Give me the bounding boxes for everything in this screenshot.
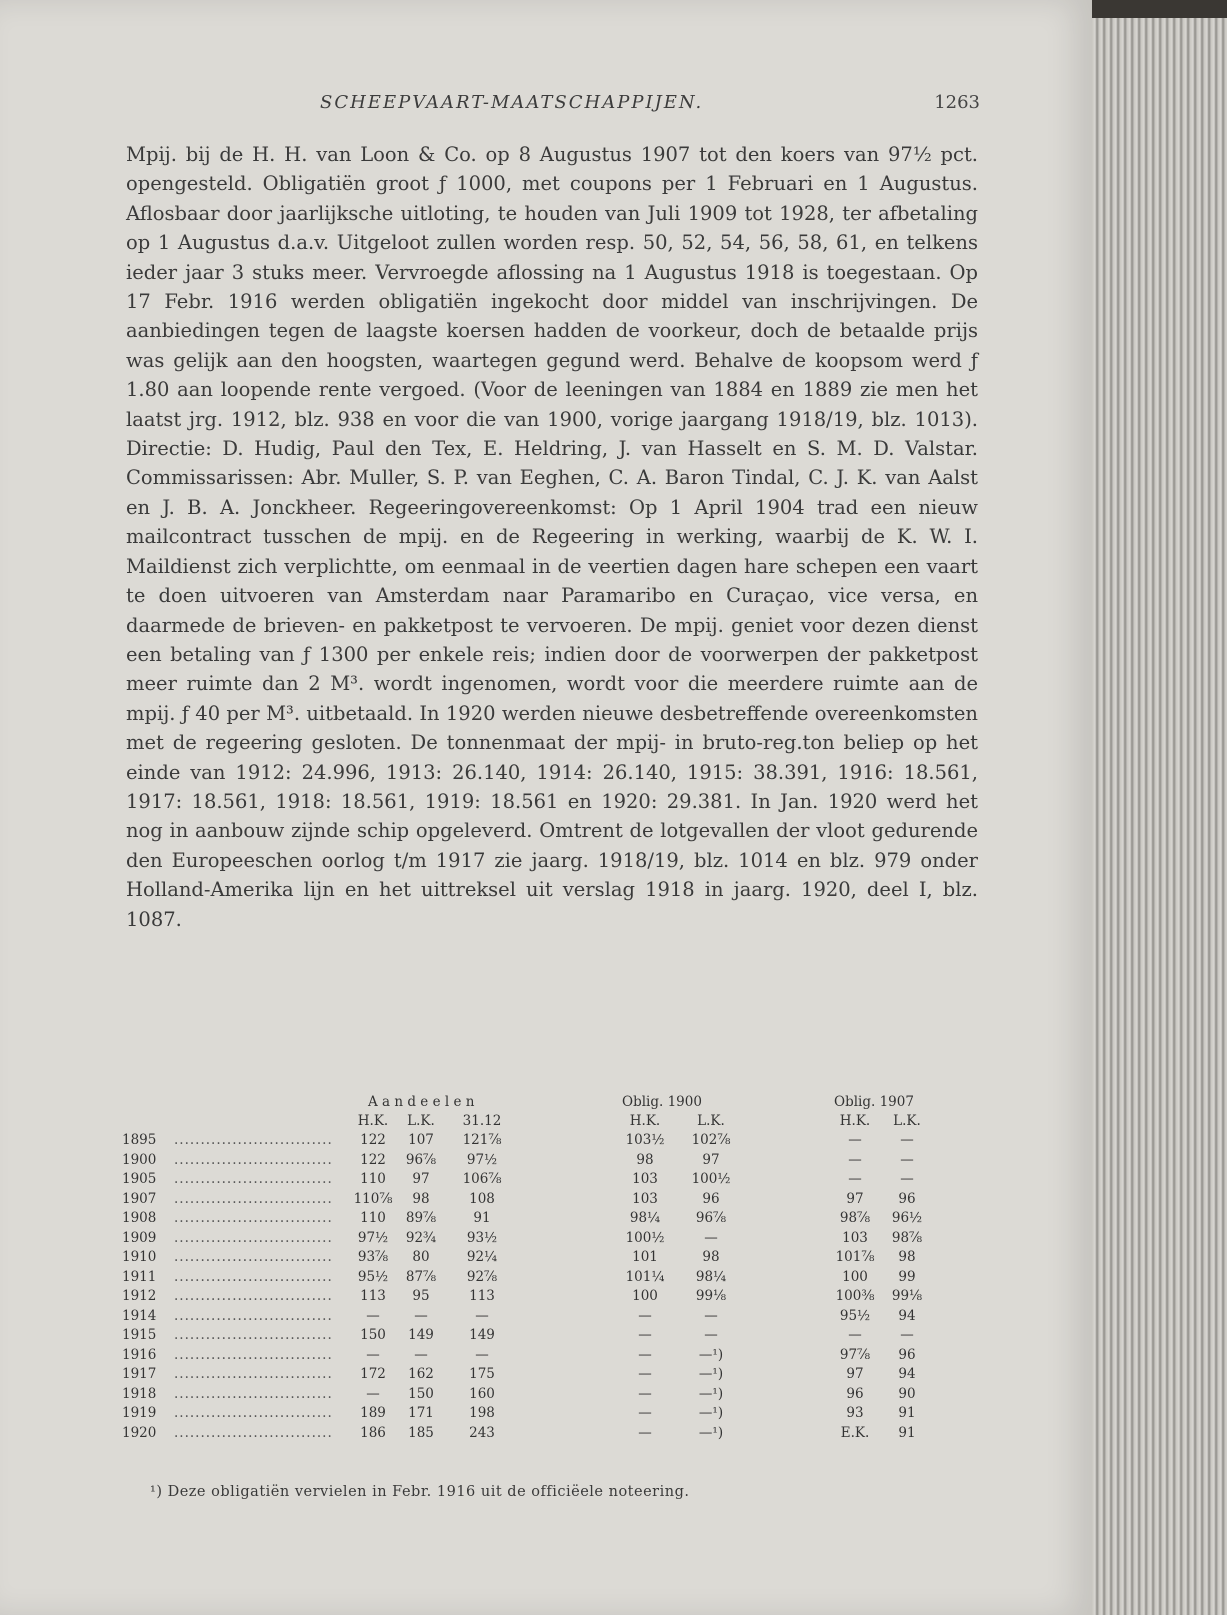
cell-a-3112: — [475,1346,489,1363]
cell-a-hk: 122 [360,1151,386,1168]
leader-dots: .............................. [174,1171,333,1187]
cell-o2-hk: 95½ [839,1307,871,1324]
cell-o1-hk: 101¼ [625,1268,665,1285]
table-row [122,1171,970,1191]
subheader-a-hk: H.K. [357,1113,389,1129]
cell-a-3112: 198 [469,1405,495,1421]
cell-o1-hk: 103½ [625,1132,665,1148]
cell-a-lk: 87⅞ [405,1268,437,1285]
cell-o2-lk: — [900,1151,914,1168]
leader-dots: .............................. [174,1132,333,1148]
cell-o2-lk: 99⅛ [891,1288,923,1304]
cell-o2-hk: 103 [842,1229,868,1246]
cell-a-3112: 243 [469,1424,495,1441]
cell-a-3112: 113 [469,1288,495,1304]
table-row [122,1327,970,1347]
cell-o1-lk: 102⅞ [691,1132,731,1148]
cell-a-lk: 80 [412,1249,430,1265]
leader-dots: .............................. [174,1327,333,1343]
cell-year: 1905 [122,1171,157,1187]
cell-a-lk: 89⅞ [405,1210,437,1226]
cell-a-lk: — [414,1346,428,1363]
table-row [122,1307,970,1328]
subheader-o2-lk: L.K. [893,1113,921,1129]
cell-o1-lk: 96⅞ [695,1210,727,1226]
cell-o2-hk: 97 [846,1366,864,1382]
cell-o2-hk: 100 [842,1268,868,1285]
cell-a-lk: — [414,1307,428,1324]
table-body [122,1132,970,1444]
cell-o2-lk: 94 [898,1366,916,1382]
cell-a-lk: 149 [408,1327,434,1343]
table-sub-headers [130,1113,970,1132]
subheader-o1-lk: L.K. [697,1113,725,1129]
cell-o1-lk: —¹) [698,1385,724,1402]
cell-year: 1914 [122,1307,157,1324]
leader-dots: .............................. [174,1229,333,1246]
leader-dots: .............................. [174,1288,333,1304]
cell-o2-lk: 94 [898,1307,916,1324]
cell-a-lk: 97 [412,1171,430,1187]
leader-dots: .............................. [174,1190,333,1207]
cell-a-lk: 98 [412,1190,430,1207]
cell-o1-lk: —¹) [698,1424,724,1441]
leader-dots: .............................. [174,1366,333,1382]
cell-o2-hk: 96 [846,1385,864,1402]
cell-a-hk: 122 [360,1132,386,1148]
cell-a-3112: 91 [473,1210,491,1226]
table-row [122,1405,970,1425]
cell-a-lk: 95 [412,1288,430,1304]
cell-year: 1908 [122,1210,157,1226]
leader-dots: .............................. [174,1307,333,1324]
cell-o1-lk: —¹) [698,1346,724,1363]
cell-o2-hk: 101⅞ [835,1249,875,1265]
table-row [122,1190,970,1211]
cell-a-3112: — [475,1307,489,1324]
table-row [122,1366,970,1386]
cell-o2-hk: — [848,1132,862,1148]
table-row [122,1346,970,1367]
cell-o2-lk: 91 [898,1424,916,1441]
cell-year: 1895 [122,1132,157,1148]
cell-o1-lk: — [704,1229,718,1246]
cell-o2-hk: 98⅞ [839,1210,871,1226]
leader-dots: .............................. [174,1268,333,1285]
header-aandeelen: A a n d e e l e n [368,1094,475,1110]
cell-year: 1900 [122,1151,157,1168]
cell-o1-hk: 100½ [625,1229,665,1246]
page-number: 1263 [934,92,980,113]
cell-o2-hk: E.K. [840,1424,870,1441]
table-group-headers [130,1094,970,1113]
leader-dots: .............................. [174,1405,333,1421]
cell-a-lk: 150 [408,1385,434,1402]
cell-year: 1911 [122,1268,157,1285]
table-row [122,1210,970,1230]
cell-o1-hk: — [638,1405,652,1421]
cell-o1-lk: —¹) [698,1405,724,1421]
cell-a-3112: 121⅞ [462,1132,502,1148]
cell-o1-hk: 103 [632,1171,658,1187]
header-oblig-1907: Oblig. 1907 [834,1094,914,1110]
cell-a-hk: 110⅞ [353,1190,393,1207]
subheader-o1-hk: H.K. [629,1113,661,1129]
cell-o1-lk: 100½ [691,1171,731,1187]
subheader-a-3112: 31.12 [462,1113,502,1129]
cell-a-hk: 93⅞ [357,1249,389,1265]
cell-o2-lk: — [900,1132,914,1148]
price-table [122,1094,970,1444]
leader-dots: .............................. [174,1385,333,1402]
cell-o2-hk: — [848,1171,862,1187]
cell-a-hk: 189 [360,1405,386,1421]
cell-a-hk: 172 [360,1366,386,1382]
cell-a-lk: 171 [408,1405,434,1421]
cell-o2-lk: 91 [898,1405,916,1421]
main-paragraph: Mpij. bij de H. H. van Loon & Co. op 8 Augustus 1907 tot den koers van 97½ pct. opengesteld. Obligatiën groot ƒ 1000, met coupons per 1 Februari en 1 Augustus. Aflosbaar door jaarlijksche uitloting, te houden van Juli 1909 tot 1928, ter afbetaling op 1 Augustus d.a.v. Uitgeloot zullen worden resp. 50, 52, 54, 56, 58, 61, en telkens ieder jaar 3 stuks meer. Vervroegde aflossing na 1 Augustus 1918 is toegestaan. Op 17 Febr. 1916 werden obligatiën ingekocht door middel van inschrijvingen. De aanbiedingen tegen de laagste koersen hadden de voorkeur, doch de betaalde prijs was gelijk aan den hoogsten, waartegen gegund werd. Behalve de koopsom werd ƒ 1.80 aan loopende rente vergoed. (Voor de leeningen van 1884 en 1889 zie men het laatst jrg. 1912, blz. 938 en voor die van 1900, vorige jaargang 1918/19, blz. 1013). Directie: D. Hudig, Paul den Tex, E. Heldring, J. van Hasselt en S. M. D. Valstar. Commissarissen: Abr. Muller, S. P. van Eeghen, C. A. Baron Tindal, C. J. K. van Aalst en J. B. A. Jonckheer. Regeeringovereenkomst: Op 1 April 1904 trad een nieuw mailcontract tusschen de mpij. en de Regeering in werking, waarbij de K. W. I. Maildienst zich verplichtte, om eenmaal in de veertien dagen hare schepen een vaart te doen uitvoeren van Amsterdam naar Paramaribo en Curaçao, vice versa, en daarmede de brieven- en pakketpost te vervoeren. De mpij. geniet voor dezen dienst een betaling van ƒ 1300 per enkele reis; indien door de voorwerpen der pakketpost meer ruimte dan 2 M³. wordt ingenomen, wordt voor die meerdere ruimte aan de mpij. ƒ 40 per M³. uitbetaald. In 1920 werden nieuwe desbetreffende overeenkomsten met de regeering gesloten. De tonnenmaat der mpij- in bruto-reg.ton beliep op het einde van 1912: 24.996, 1913: 26.140, 1914: 26.140, 1915: 38.391, 1916: 18.561, 1917: 18.561, 1918: 18.561, 1919: 18.561 en 1920: 29.381. In Jan. 1920 werd het nog in aanbouw zijnde schip opgeleverd. Omtrent de lotgevallen der vloot gedurende den Europeeschen oorlog t/m 1917 zie jaarg. 1918/19, blz. 1014 en blz. 979 onder Holland-Amerika lijn en het uittreksel uit verslag 1918 in jaarg. 1920, deel I, blz. 1087. [126,143,978,931]
table-row [122,1424,970,1445]
cell-o1-hk: — [638,1307,652,1324]
cell-o2-hk: 93 [846,1405,864,1421]
cell-o1-hk: 100 [632,1288,658,1304]
cell-o2-lk: 96 [898,1190,916,1207]
cell-a-lk: 185 [408,1424,434,1441]
table-row [122,1268,970,1289]
cell-a-hk: 97½ [357,1229,389,1246]
footnote: ¹) Deze obligatiën vervielen in Febr. 1916 uit de officiëele noteering. [150,1484,690,1500]
cell-o1-hk: 98 [636,1151,654,1168]
cell-o1-hk: — [638,1327,652,1343]
cell-year: 1920 [122,1424,157,1441]
cell-o1-hk: 98¼ [629,1210,661,1226]
page-header [120,92,980,122]
cell-o2-hk: 100⅜ [835,1288,875,1304]
cell-year: 1907 [122,1190,157,1207]
cell-a-hk: 186 [360,1424,386,1441]
leader-dots: .............................. [174,1424,333,1441]
cell-a-hk: 110 [360,1171,386,1187]
cell-year: 1912 [122,1288,157,1304]
cell-a-hk: 150 [360,1327,386,1343]
cell-a-hk: — [366,1346,380,1363]
cell-o1-hk: — [638,1385,652,1402]
cell-o1-hk: — [638,1424,652,1441]
body-text [126,140,978,934]
cell-a-lk: 107 [408,1132,434,1148]
table-row [122,1385,970,1406]
cell-o1-lk: 98 [702,1249,720,1265]
cell-a-hk: — [366,1385,380,1402]
cell-o1-lk: —¹) [698,1366,724,1382]
leader-dots: .............................. [174,1151,333,1168]
table-row [122,1249,970,1269]
book-page-edges [1092,18,1227,1615]
leader-dots: .............................. [174,1210,333,1226]
cell-o1-hk: — [638,1366,652,1382]
cell-a-3112: 160 [469,1385,495,1402]
leader-dots: .............................. [174,1249,333,1265]
cell-a-3112: 175 [469,1366,495,1382]
table-row [122,1132,970,1152]
subheader-a-lk: L.K. [407,1113,435,1129]
leader-dots: .............................. [174,1346,333,1363]
cell-o2-lk: — [900,1327,914,1343]
cell-a-3112: 92⅞ [466,1268,498,1285]
running-title: SCHEEPVAART-MAATSCHAPPIJEN. [320,92,704,113]
cell-a-lk: 92¾ [405,1229,437,1246]
subheader-o2-hk: H.K. [839,1113,871,1129]
cell-a-hk: 95½ [357,1268,389,1285]
cell-year: 1918 [122,1385,157,1402]
table-row [122,1288,970,1308]
cell-year: 1916 [122,1346,157,1363]
cell-o2-lk: 99 [898,1268,916,1285]
cell-year: 1917 [122,1366,157,1382]
cell-a-3112: 92¼ [466,1249,498,1265]
cell-a-3112: 108 [469,1190,495,1207]
cell-year: 1915 [122,1327,157,1343]
table-row [122,1229,970,1250]
cell-o2-hk: 97⅞ [839,1346,871,1363]
cell-a-3112: 149 [469,1327,495,1343]
cell-o2-lk: 98 [898,1249,916,1265]
cell-o1-lk: 97 [702,1151,720,1168]
cell-o1-lk: 99⅛ [695,1288,727,1304]
table-row [122,1151,970,1172]
cell-o2-lk: 96 [898,1346,916,1363]
cell-o1-hk: — [638,1346,652,1363]
cell-a-hk: — [366,1307,380,1324]
cell-a-hk: 113 [360,1288,386,1304]
cell-a-3112: 93½ [466,1229,498,1246]
cell-a-3112: 106⅞ [462,1171,502,1187]
cell-o2-hk: — [848,1327,862,1343]
cell-o1-hk: 103 [632,1190,658,1207]
cell-o1-lk: — [704,1307,718,1324]
cell-o1-lk: — [704,1327,718,1343]
cell-o1-lk: 98¼ [695,1268,727,1285]
cell-o2-hk: — [848,1151,862,1168]
cell-o2-lk: 90 [898,1385,916,1402]
cell-o2-lk: 98⅞ [891,1229,923,1246]
cell-o1-lk: 96 [702,1190,720,1207]
cell-o2-hk: 97 [846,1190,864,1207]
cell-year: 1909 [122,1229,157,1246]
header-oblig-1900: Oblig. 1900 [622,1094,702,1110]
cell-a-lk: 162 [408,1366,434,1382]
cell-o2-lk: — [900,1171,914,1187]
cell-o1-hk: 101 [632,1249,658,1265]
cell-a-lk: 96⅞ [405,1151,437,1168]
cell-year: 1910 [122,1249,157,1265]
cell-a-3112: 97½ [466,1151,498,1168]
cell-o2-lk: 96½ [891,1210,923,1226]
cell-year: 1919 [122,1405,157,1421]
cell-a-hk: 110 [360,1210,386,1226]
